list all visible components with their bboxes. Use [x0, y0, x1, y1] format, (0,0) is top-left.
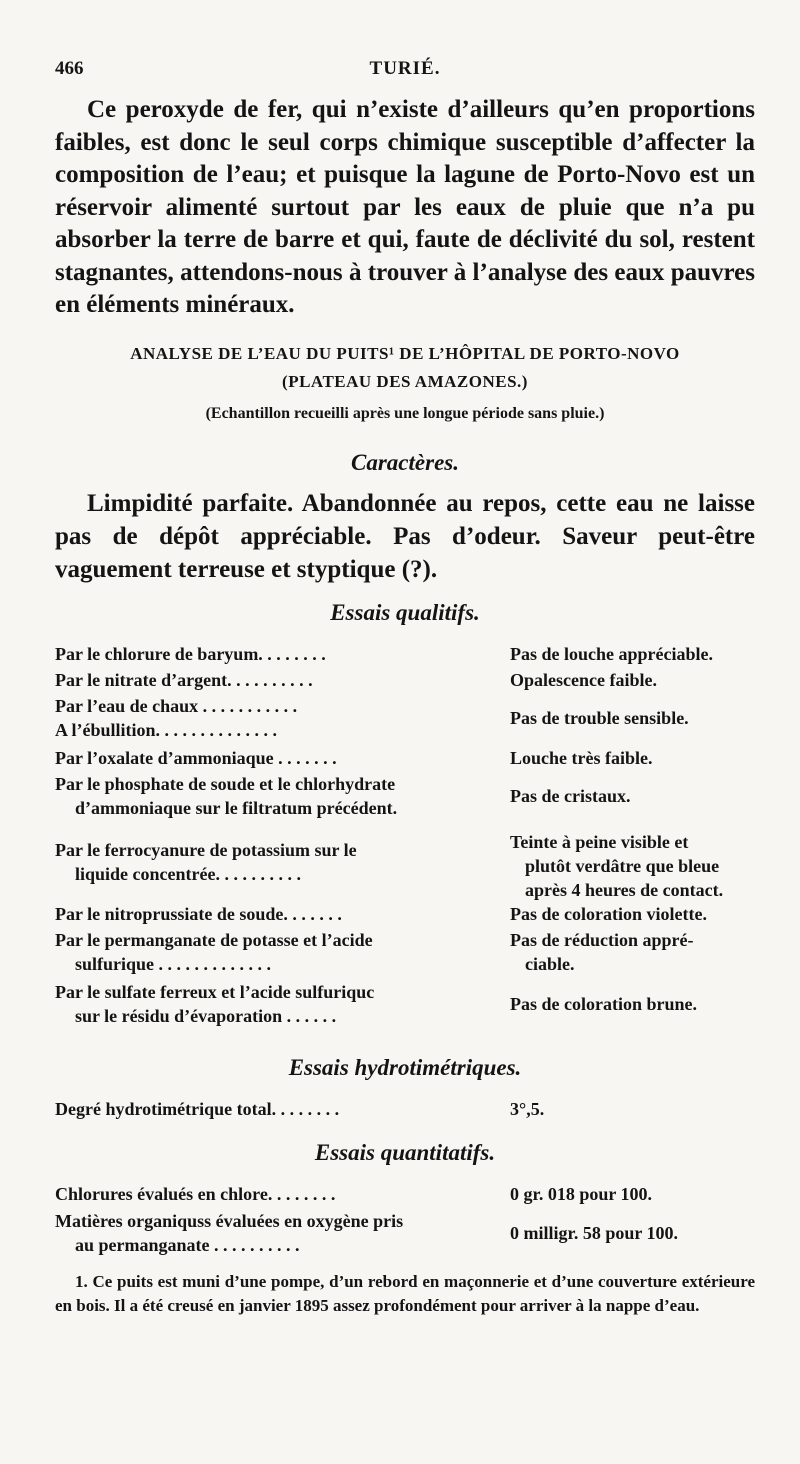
page-header [55, 58, 755, 82]
qual-row: Par le permanganate de potasse et l’acide sulfurique . . . . . . . . . . . . . Pas de réduction appré- ciable. [55, 930, 694, 974]
sample-note: (Echantillon recueilli après une longue période sans pluie.) [205, 405, 605, 422]
analysis-title: ANALYSE DE L’EAU DU PUITS¹ DE L’HÔPITAL DE PORTO-NOVO [130, 344, 680, 363]
qual-row: Par le sulfate ferreux et l’acide sulfuriquc sur le résidu d’évaporation . . . . . . Pas de coloration brune. [55, 982, 697, 1026]
intro-paragraph: Ce peroxyde de fer, qui n’existe d’ailleurs qu’en proportions faibles, est donc le seul corps chimique susceptible d’affecter la composition de l’eau; et puisque la lagune de Porto-Novo est un réservoir alimenté surtout par les eaux de pluie que n’a pu absorber la terre de barre et qui, faute de déclivité du sol, restent stagnantes, attendons-nous à trouver à l’analyse des eaux pauvres en éléments minéraux. [55, 96, 755, 318]
footnote: 1. Ce puits est muni d’une pompe, d’un rebord en maçonnerie et d’une couverture extérieure en bois. Il a été creusé en janvier 1895 assez profondément pour arriver à la nappe d’eau. [55, 1272, 755, 1315]
quan-row: Matières organiquss évaluées en oxygène pris au permanganate . . . . . . . . . . 0 milligr. 58 pour 100. [55, 1211, 679, 1255]
caracteres-paragraph: Limpidité parfaite. Abandonnée au repos, cette eau ne laisse pas de dépôt appréciable. Pas d’odeur. Saveur peut-être vaguement terreuse et styptique (?). [55, 490, 755, 583]
qual-row: Par l’eau de chaux . . . . . . . . . . . A l’ébullition. . . . . . . . . . . . . . Pas de trouble sensible. [55, 696, 689, 740]
section-quantitatifs: Essais quantitatifs. [314, 1140, 496, 1165]
section-caracteres: Caractères. [351, 450, 459, 475]
qual-row: Par le phosphate de soude et le chlorhydrate d’ammoniaque sur le filtratum précédent. Pas de cristaux. [55, 774, 631, 818]
section-hydrotimetriques: Essais hydrotimétriques. [288, 1055, 522, 1080]
qual-row: Par le ferrocyanure de potassium sur le liquide concentrée. . . . . . . . . . Teinte à peine visible et plutôt verdâtre que bleue après 4 heures de contact. [55, 832, 724, 900]
page-number: 466 [55, 58, 84, 79]
section-qualitatifs: Essais qualitifs. [330, 600, 480, 625]
running-title: TURIÉ. [369, 58, 441, 79]
analysis-subtitle: (PLATEAU DES AMAZONES.) [282, 372, 528, 391]
